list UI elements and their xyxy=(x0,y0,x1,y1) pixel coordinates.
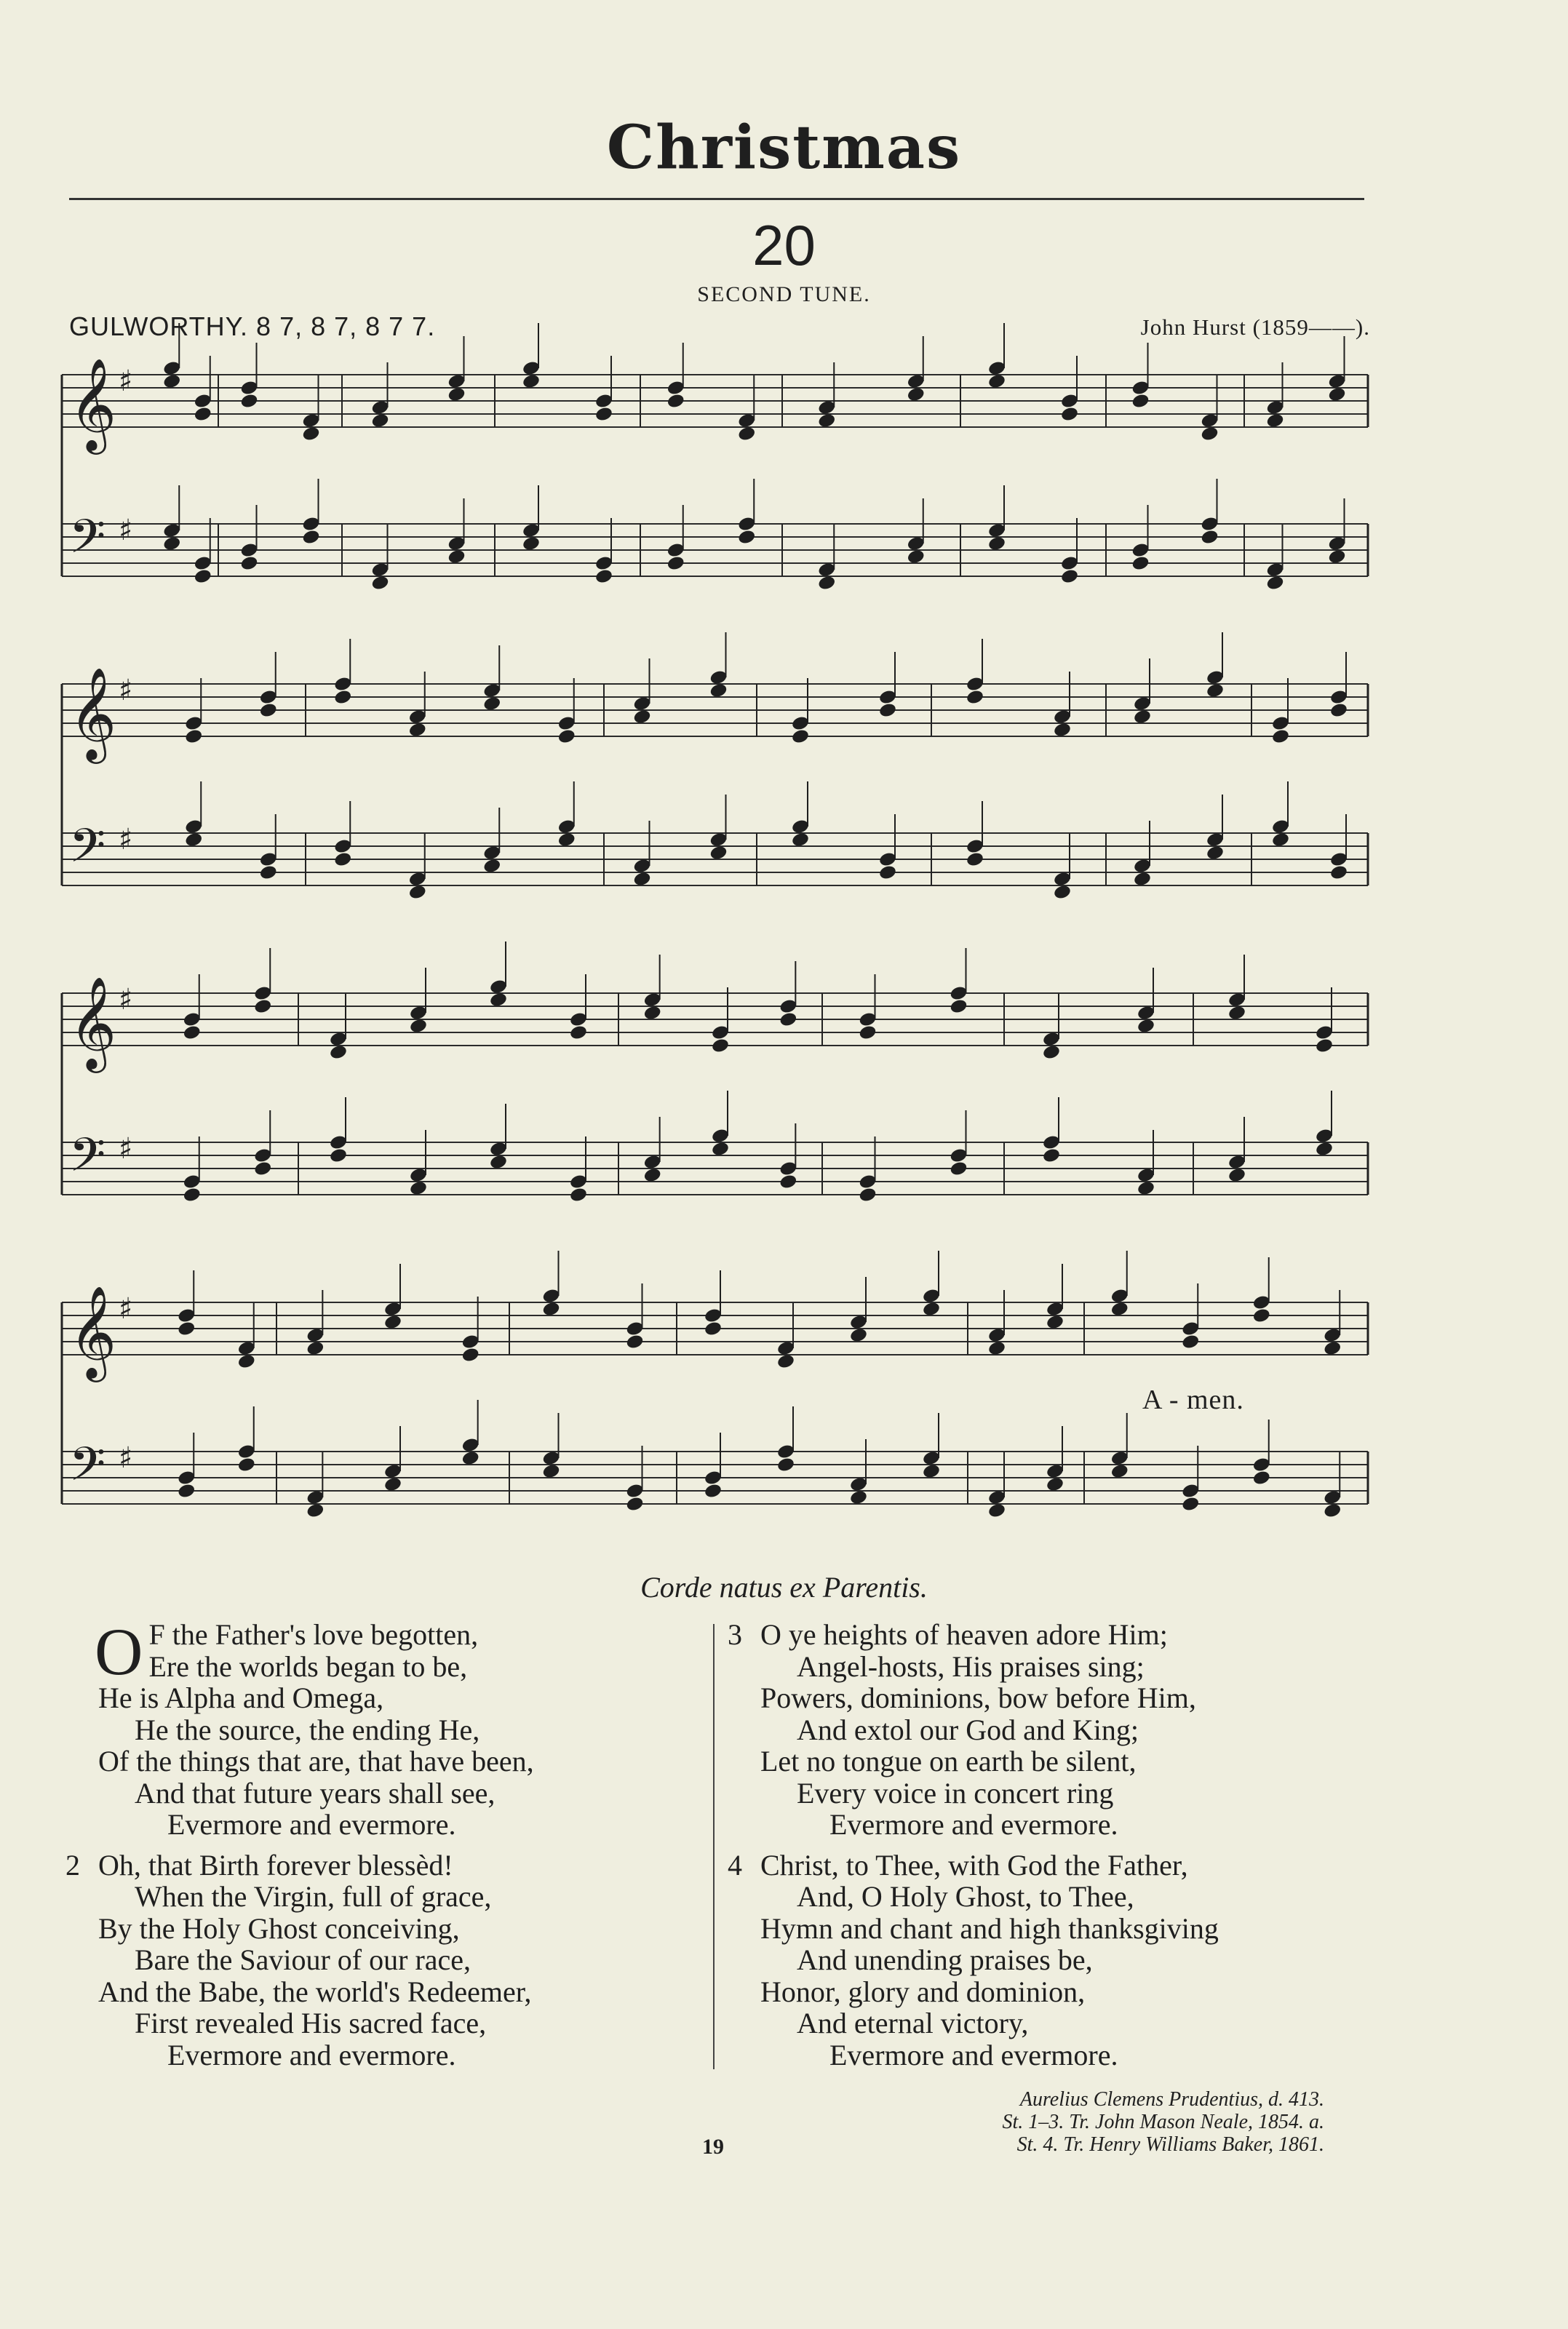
notehead xyxy=(849,1327,868,1344)
treble-clef: 𝄞 xyxy=(69,1285,117,1378)
notehead xyxy=(1137,1180,1155,1197)
stanza-line: Bare the Saviour of our race, xyxy=(135,1943,471,1976)
credit-line: Aurelius Clemens Prudentius, d. 413. xyxy=(1019,2088,1324,2111)
notehead xyxy=(383,1314,402,1331)
stanza-line: And that future years shall see, xyxy=(135,1776,496,1810)
notehead xyxy=(922,1301,941,1318)
notehead xyxy=(817,575,836,592)
stanza-4 xyxy=(728,1850,1455,2071)
notehead xyxy=(709,682,728,699)
notehead xyxy=(482,696,501,712)
notehead xyxy=(779,1174,797,1190)
notehead xyxy=(1131,393,1150,410)
stanza-3 xyxy=(728,1619,1455,1841)
notehead xyxy=(522,373,541,390)
stanza-line: F the Father's love begotten, xyxy=(148,1618,479,1651)
bass-clef: 𝄢 xyxy=(69,510,106,576)
notehead xyxy=(1271,832,1290,848)
key-signature-sharp: ♯ xyxy=(119,1292,133,1326)
notehead xyxy=(409,1180,428,1197)
notehead xyxy=(259,702,278,719)
stanza-line: By the Holy Ghost conceiving, xyxy=(98,1911,460,1945)
key-signature-sharp: ♯ xyxy=(119,1441,133,1475)
stanza-line: And extol our God and King; xyxy=(797,1713,1139,1746)
stanza-line: Hymn and chant and high thanksgiving xyxy=(760,1911,1219,1945)
notehead xyxy=(408,884,427,901)
notehead xyxy=(737,529,756,546)
stanza-number: 3 xyxy=(728,1618,742,1651)
stanza-number: 2 xyxy=(65,1848,80,1882)
notehead xyxy=(408,722,427,738)
drop-cap: O xyxy=(95,1615,143,1689)
notehead xyxy=(557,728,576,745)
notehead xyxy=(329,1044,348,1061)
notehead xyxy=(237,1353,256,1370)
notehead xyxy=(1200,426,1219,442)
notehead xyxy=(907,549,926,565)
notehead xyxy=(1053,884,1072,901)
notehead xyxy=(1046,1476,1064,1493)
composer-credit: John Hurst (1859——). xyxy=(1140,314,1370,340)
notehead xyxy=(776,1353,795,1370)
notehead xyxy=(301,529,320,546)
amen-lyric: A - men. xyxy=(1142,1385,1244,1415)
latin-title: Corde natus ex Parentis. xyxy=(640,1571,928,1604)
notehead xyxy=(370,413,389,429)
notehead xyxy=(1323,1340,1342,1357)
notehead xyxy=(1110,1301,1129,1318)
notehead xyxy=(1206,682,1225,699)
notehead xyxy=(557,832,576,848)
notehead xyxy=(1252,1470,1271,1486)
notehead xyxy=(779,1011,797,1028)
notehead xyxy=(569,1024,588,1041)
notehead xyxy=(184,728,203,745)
notehead xyxy=(1315,1038,1334,1054)
stanza-line: Evermore and evermore. xyxy=(829,1808,1118,1841)
stanza-1 xyxy=(65,1615,706,1841)
notehead xyxy=(194,568,212,585)
notehead xyxy=(966,851,984,868)
notehead xyxy=(711,1141,730,1158)
bass-clef: 𝄢 xyxy=(69,819,106,885)
stanza-line: Evermore and evermore. xyxy=(829,2038,1118,2071)
notehead xyxy=(237,1457,256,1473)
notehead xyxy=(489,1154,508,1171)
notehead xyxy=(177,1483,196,1500)
hymn-number: 20 xyxy=(752,213,816,277)
notehead xyxy=(177,1321,196,1337)
notehead xyxy=(737,426,756,442)
notehead xyxy=(194,406,212,423)
notehead xyxy=(632,709,651,725)
column-divider xyxy=(713,1624,715,2069)
notehead xyxy=(907,386,926,403)
notehead xyxy=(643,1167,662,1184)
treble-clef: 𝄞 xyxy=(69,357,117,450)
key-signature-sharp: ♯ xyxy=(119,365,133,398)
notehead xyxy=(922,1463,941,1480)
notehead xyxy=(370,575,389,592)
page-number: 19 xyxy=(702,2135,724,2159)
notehead xyxy=(1327,549,1346,565)
notehead xyxy=(306,1502,325,1519)
notehead xyxy=(1131,555,1150,572)
stanza-line: O ye heights of heaven adore Him; xyxy=(760,1618,1168,1651)
notehead xyxy=(625,1496,644,1513)
notehead xyxy=(878,702,897,719)
notehead xyxy=(239,393,258,410)
notehead xyxy=(306,1340,325,1357)
notehead xyxy=(1133,709,1152,725)
notehead xyxy=(791,832,810,848)
notehead xyxy=(333,689,352,706)
notehead xyxy=(1227,1167,1246,1184)
treble-clef: 𝄞 xyxy=(69,666,117,760)
notehead xyxy=(704,1321,723,1337)
notehead xyxy=(183,1187,202,1203)
key-signature-sharp: ♯ xyxy=(119,823,133,856)
notehead xyxy=(1110,1463,1129,1480)
notehead xyxy=(1265,413,1284,429)
notehead xyxy=(383,1476,402,1493)
notehead xyxy=(541,1463,560,1480)
notehead xyxy=(1200,529,1219,546)
notehead xyxy=(259,864,278,881)
notehead xyxy=(632,871,651,888)
notehead xyxy=(594,568,613,585)
notehead xyxy=(849,1489,868,1506)
treble-clef: 𝄞 xyxy=(69,976,117,1069)
stanza-line: Powers, dominions, bow before Him, xyxy=(760,1681,1196,1714)
notehead xyxy=(1053,722,1072,738)
notehead xyxy=(643,1005,662,1022)
notehead xyxy=(184,832,203,848)
stanza-line: First revealed His sacred face, xyxy=(135,2007,487,2039)
stanza-line: And the Babe, the world's Redeemer, xyxy=(98,1975,532,2008)
stanza-line: When the Virgin, full of grace, xyxy=(135,1880,492,1913)
notehead xyxy=(1252,1307,1271,1324)
stanza-2 xyxy=(65,1850,706,2071)
stanza-line: And eternal victory, xyxy=(797,2007,1029,2039)
notehead xyxy=(1206,845,1225,861)
notehead xyxy=(162,373,181,390)
notehead xyxy=(949,998,968,1015)
translation-credits xyxy=(1002,2088,1324,2156)
stanza-line: Oh, that Birth forever blessèd! xyxy=(98,1848,453,1882)
notehead xyxy=(253,1160,272,1177)
stanza-line: And, O Holy Ghost, to Thee, xyxy=(797,1880,1134,1913)
notehead xyxy=(522,536,541,552)
notehead xyxy=(966,689,984,706)
section-title: Christmas xyxy=(606,113,962,183)
key-signature-sharp: ♯ xyxy=(119,983,133,1016)
notehead xyxy=(1137,1018,1155,1035)
notehead xyxy=(1323,1502,1342,1519)
notehead xyxy=(1181,1334,1200,1350)
notehead xyxy=(666,555,685,572)
notehead xyxy=(817,413,836,429)
notehead xyxy=(1060,568,1079,585)
notehead xyxy=(1329,702,1348,719)
notehead xyxy=(461,1450,480,1467)
tune-name: GULWORTHY. 8 7, 8 7, 8 7 7. xyxy=(69,311,436,341)
stanza-line: Angel-hosts, His praises sing; xyxy=(797,1649,1145,1683)
key-signature-sharp: ♯ xyxy=(119,674,133,707)
notehead xyxy=(949,1160,968,1177)
credit-line: St. 1–3. Tr. John Mason Neale, 1854. a. xyxy=(1002,2111,1324,2133)
notehead xyxy=(594,406,613,423)
stanza-number: 4 xyxy=(728,1848,742,1882)
notehead xyxy=(625,1334,644,1350)
key-signature-sharp: ♯ xyxy=(119,1132,133,1166)
stanza-line: Evermore and evermore. xyxy=(167,1808,456,1841)
notehead xyxy=(1227,1005,1246,1022)
notehead xyxy=(461,1347,480,1363)
notehead xyxy=(1042,1044,1061,1061)
notehead xyxy=(858,1024,877,1041)
stanza-line: He the source, the ending He, xyxy=(135,1713,480,1746)
notehead xyxy=(447,549,466,565)
stanza-line: And unending praises be, xyxy=(797,1943,1093,1976)
notehead xyxy=(666,393,685,410)
notehead xyxy=(1271,728,1290,745)
notehead xyxy=(709,845,728,861)
notehead xyxy=(791,728,810,745)
notehead xyxy=(447,386,466,403)
notehead xyxy=(239,555,258,572)
notehead xyxy=(1181,1496,1200,1513)
notehead xyxy=(704,1483,723,1500)
notehead xyxy=(987,1340,1006,1357)
notehead xyxy=(569,1187,588,1203)
notehead xyxy=(541,1301,560,1318)
notehead xyxy=(1060,406,1079,423)
notehead xyxy=(1329,864,1348,881)
stanza-line: Christ, to Thee, with God the Father, xyxy=(760,1848,1188,1882)
notehead xyxy=(878,864,897,881)
credit-line: St. 4. Tr. Henry Williams Baker, 1861. xyxy=(1016,2133,1324,2156)
notehead xyxy=(711,1038,730,1054)
notehead xyxy=(183,1024,202,1041)
notehead xyxy=(333,851,352,868)
notehead xyxy=(1265,575,1284,592)
notehead xyxy=(858,1187,877,1203)
stanza-line: He is Alpha and Omega, xyxy=(98,1681,384,1714)
notehead xyxy=(776,1457,795,1473)
notehead xyxy=(987,1502,1006,1519)
notehead xyxy=(329,1147,348,1164)
notehead xyxy=(987,373,1006,390)
stanza-line: Evermore and evermore. xyxy=(167,2038,456,2071)
verse-column-right xyxy=(728,1619,1455,2079)
notehead xyxy=(1315,1141,1334,1158)
bass-clef: 𝄢 xyxy=(69,1438,106,1503)
notehead xyxy=(1133,871,1152,888)
notehead xyxy=(301,426,320,442)
stanza-line: Let no tongue on earth be silent, xyxy=(760,1745,1137,1777)
stanza-line: Honor, glory and dominion, xyxy=(760,1975,1086,2008)
key-signature-sharp: ♯ xyxy=(119,514,133,547)
notehead xyxy=(253,998,272,1015)
verse-column-left xyxy=(65,1615,706,2079)
notehead xyxy=(162,536,181,552)
stanza-line: Of the things that are, that have been, xyxy=(98,1745,534,1777)
notehead xyxy=(1046,1314,1064,1331)
stanza-line: Every voice in concert ring xyxy=(797,1776,1114,1810)
notehead xyxy=(409,1018,428,1035)
notehead xyxy=(482,858,501,875)
notehead xyxy=(1042,1147,1061,1164)
stanza-line: Ere the worlds began to be, xyxy=(148,1649,468,1683)
bass-clef: 𝄢 xyxy=(69,1128,106,1194)
notehead xyxy=(489,992,508,1008)
notehead xyxy=(1327,386,1346,403)
notehead xyxy=(987,536,1006,552)
tune-label: SECOND TUNE. xyxy=(697,282,871,306)
